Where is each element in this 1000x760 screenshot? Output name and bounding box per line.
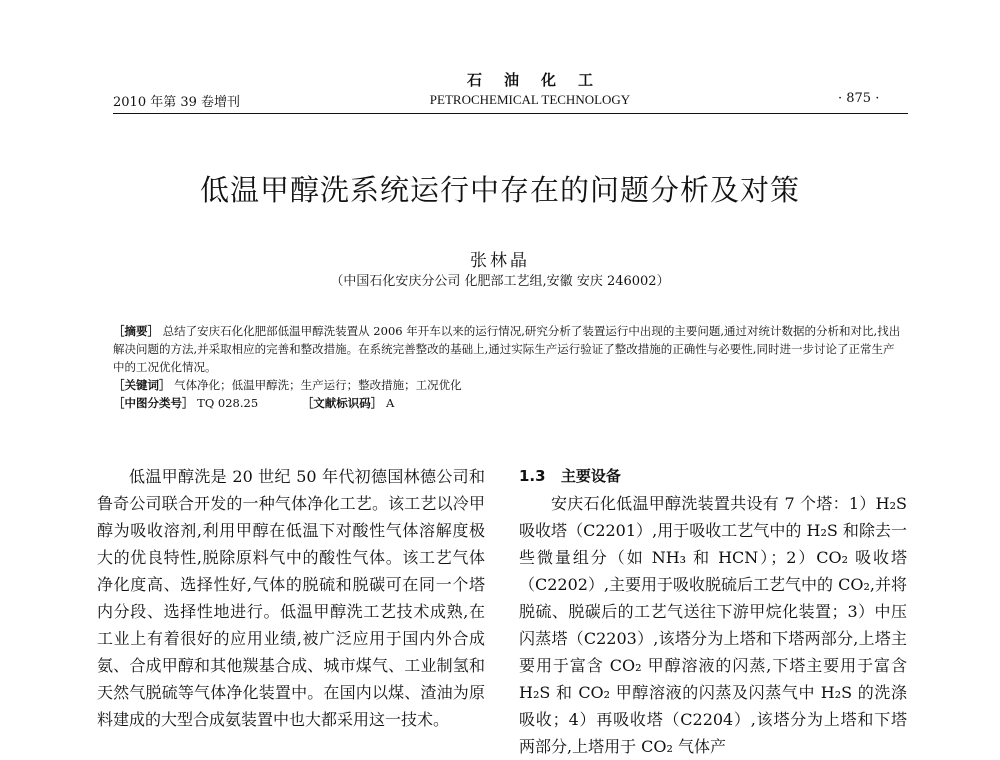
clc-label: ［中图分类号］ bbox=[113, 396, 194, 410]
body-right-column bbox=[519, 463, 907, 760]
body-left-column bbox=[97, 463, 485, 733]
keywords-text: 气体净化；低温甲醇洗；生产运行；整改措施；工况优化 bbox=[174, 378, 462, 392]
article-title: 低温甲醇洗系统运行中存在的问题分析及对策 bbox=[199, 173, 800, 207]
journal-name-cn: 石油化工 bbox=[466, 71, 615, 89]
doc-code-value: A bbox=[385, 396, 395, 410]
journal-name-en: PETROCHEMICAL TECHNOLOGY bbox=[429, 92, 631, 107]
abstract-text: 总结了安庆石化化肥部低温甲醇洗装置从 2006 年开车以来的运行情况,研究分析了装置运行中出现的主要问题,通过对统计数据的分析和对比,找出解决问题的方法,并采取相应的完善和整改措施。在系统完善整改的基础上,通过实际生产运行验证了整改措施的正确性与必要性,同时进一步讨论了正常生产中的工况优化情况。 bbox=[113, 324, 901, 374]
abstract-paragraph bbox=[113, 322, 903, 376]
abstract-block bbox=[113, 322, 903, 412]
equipment-paragraph: 安庆石化低温甲醇洗装置共设有 7 个塔：1）H₂S吸收塔（C2201）,用于吸收工艺气中的 H₂S 和除去一些微量组分（如 NH₃ 和 HCN）；2）CO₂ 吸收塔（C2202）,主要用于吸收脱硫后工艺气中的 CO₂,并将脱硫、脱碳后的工艺气送往下游甲烷化装置；3）中压闪蒸塔（C2203）,该塔分为上塔和下塔两部分,上塔主要用于富含 CO₂ 甲醇溶液的闪蒸,下塔主要用于富含 H₂S 和 CO₂ 甲醇溶液的闪蒸及闪蒸气中 H₂S 的洗涤吸收；4）再吸收塔（C2204）,该塔分为上塔和下塔两部分,上塔用于 CO₂ 气体产 bbox=[519, 494, 907, 756]
article-affiliation: （中国石化安庆分公司 化肥部工艺组,安徽 安庆 246002） bbox=[330, 274, 670, 289]
keywords-label: ［关键词］ bbox=[113, 378, 171, 392]
clc-value: TQ 028.25 bbox=[197, 396, 259, 410]
journal-name bbox=[360, 70, 700, 108]
section-heading bbox=[519, 463, 907, 490]
intro-paragraph: 低温甲醇洗是 20 世纪 50 年代初德国林德公司和鲁奇公司联合开发的一种气体净化工艺。该工艺以冷甲醇为吸收溶剂,利用甲醇在低温下对酸性气体溶解度极大的优良特性,脱除原料气中的酸性气体。该工艺气体净化度高、选择性好,气体的脱硫和脱碳可在同一个塔内分段、选择性地进行。低温甲醇洗工艺技术成熟,在工业上有着很好的应用业绩,被广泛应用于国内外合成氨、合成甲醇和其他羰基合成、城市煤气、工业制氢和天然气脱硫等气体净化装置中。在国内以煤、渣油为原料建成的大型合成氨装置中也大都采用这一技术。 bbox=[97, 467, 485, 729]
doc-code-label: ［文献标识码］ bbox=[301, 396, 383, 410]
section-number: 1.3 bbox=[519, 467, 546, 485]
abstract-label: ［摘要］ bbox=[113, 324, 159, 338]
keywords-line bbox=[113, 376, 903, 394]
article-author: 张林晶 bbox=[470, 251, 530, 271]
page-number: · 875 · bbox=[838, 91, 880, 106]
section-title: 主要设备 bbox=[560, 467, 621, 485]
header-rule bbox=[113, 113, 908, 114]
issue-info: 2010 年第 39 卷增刊 bbox=[113, 95, 241, 110]
classification-line bbox=[113, 394, 903, 412]
